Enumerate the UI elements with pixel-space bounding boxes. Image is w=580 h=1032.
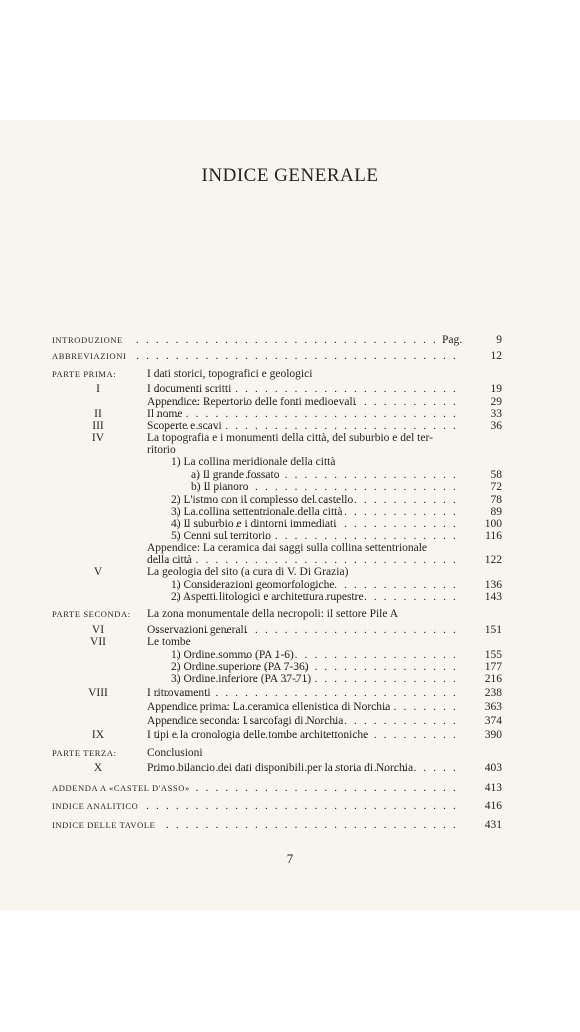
toc-entry-title: I ritrovamenti bbox=[147, 687, 211, 699]
toc-page-number: 416 bbox=[484, 800, 502, 812]
toc-page-number: 143 bbox=[484, 591, 502, 603]
toc-entry-title: Osservazioni generali bbox=[147, 624, 247, 636]
toc-entry-title: Conclusioni bbox=[147, 747, 203, 759]
toc-page-number: 72 bbox=[490, 481, 502, 493]
toc-page-number: 136 bbox=[484, 579, 502, 591]
toc-entry bbox=[0, 746, 580, 760]
toc-part-label: PARTE PRIMA: bbox=[52, 369, 117, 379]
toc-part-label: ADDENDA A «CASTEL D'ASSO» bbox=[52, 783, 190, 793]
toc-entry-title: Appendice: Repertorio delle fonti medioevali bbox=[147, 396, 356, 408]
page-title: INDICE GENERALE bbox=[201, 165, 379, 186]
toc-page-number: 29 bbox=[490, 396, 502, 408]
dot-leader bbox=[153, 728, 458, 742]
toc-entry bbox=[0, 728, 580, 742]
toc-entry-title: 3) La collina settentrionale della città bbox=[171, 506, 343, 518]
toc-entry-title: 2) Aspetti litologici e architettura rupestre bbox=[171, 591, 364, 603]
dot-leader bbox=[153, 714, 458, 728]
toc-chapter-number: X bbox=[93, 762, 103, 774]
toc-chapter-number: I bbox=[96, 383, 100, 395]
toc-entry bbox=[0, 455, 580, 469]
toc-page-number: 390 bbox=[484, 729, 502, 741]
dot-leader bbox=[153, 686, 458, 700]
toc-entry bbox=[0, 635, 580, 649]
toc-page-number: 374 bbox=[484, 715, 502, 727]
toc-entry bbox=[0, 686, 580, 700]
dot-leader bbox=[197, 480, 458, 494]
toc-entry bbox=[0, 590, 580, 604]
page-number: 7 bbox=[286, 851, 294, 866]
toc-page-number: 12 bbox=[490, 350, 502, 362]
toc-part-label: PARTE SECONDA: bbox=[52, 609, 131, 619]
dot-leader bbox=[144, 799, 458, 813]
toc-entry-title: 1) La collina meridionale della città bbox=[171, 456, 336, 468]
dot-leader bbox=[132, 349, 458, 363]
toc-entry bbox=[0, 333, 580, 347]
toc-part-label: INDICE DELLE TAVOLE bbox=[52, 820, 156, 830]
dot-leader bbox=[129, 333, 438, 347]
toc-entry-title: 2) L'istmo con il complesso del castello bbox=[171, 494, 354, 506]
toc-page-number: 363 bbox=[484, 701, 502, 713]
toc-part-label: PARTE TERZA: bbox=[52, 748, 117, 758]
dot-leader bbox=[161, 818, 458, 832]
toc-entry bbox=[0, 565, 580, 579]
toc-entry-title: b) Il pianoro bbox=[191, 481, 249, 493]
dot-leader bbox=[153, 382, 458, 396]
toc-chapter-number: IX bbox=[91, 729, 105, 741]
toc-entry bbox=[0, 818, 580, 832]
toc-entry bbox=[0, 367, 580, 381]
toc-entry bbox=[0, 349, 580, 363]
toc-entry-title: Appendice seconda: I sarcofagi di Norchia bbox=[147, 715, 344, 727]
dot-leader bbox=[177, 672, 458, 686]
toc-part-label: ABBREVIAZIONI bbox=[52, 351, 127, 361]
toc-entry-title: 1) Considerazioni geomorfologiche bbox=[171, 579, 335, 591]
toc-entry-title: ritorio bbox=[147, 444, 176, 456]
toc-entry bbox=[0, 607, 580, 621]
toc-entry-title: 5) Cenni sul territorio bbox=[171, 530, 271, 542]
toc-entry-title: Primo bilancio dei dati disponibili per la storia di Norchia bbox=[147, 762, 414, 774]
toc-chapter-number: III bbox=[92, 420, 104, 432]
toc-entry-title: Il nome bbox=[147, 408, 183, 420]
toc-entry bbox=[0, 799, 580, 813]
toc-entry-title: 1) Ordine sommo (PA 1-6) bbox=[171, 649, 294, 661]
toc-entry-title: I tipi e la cronologia delle tombe architettoniche bbox=[147, 729, 369, 741]
toc-entry bbox=[0, 700, 580, 714]
toc-entry-title: Appendice: La ceramica dai saggi sulla collina settentrionale bbox=[147, 542, 428, 554]
toc-entry-title: 3) Ordine inferiore (PA 37-71) bbox=[171, 673, 312, 685]
dot-leader bbox=[153, 700, 458, 714]
toc-entry-title: a) Il grande fossato bbox=[191, 469, 280, 481]
toc-entry-title: 4) Il suburbio e i dintorni immediati bbox=[171, 518, 337, 530]
toc-entry-title: della città bbox=[147, 554, 193, 566]
toc-entry bbox=[0, 714, 580, 728]
toc-entry bbox=[0, 480, 580, 494]
toc-entry bbox=[0, 672, 580, 686]
toc-page-number: 413 bbox=[484, 782, 502, 794]
toc-chapter-number: V bbox=[93, 566, 103, 578]
toc-page-number: 155 bbox=[484, 649, 502, 661]
toc-page-number: 151 bbox=[484, 624, 502, 636]
toc-entry-title: Appendice prima: La ceramica ellenistica di Norchia bbox=[147, 701, 391, 713]
toc-page-number: 122 bbox=[484, 554, 502, 566]
toc-page-number: 177 bbox=[484, 661, 502, 673]
toc-chapter-number: II bbox=[94, 408, 102, 420]
toc-page-number: 403 bbox=[484, 762, 502, 774]
toc-page-number: 238 bbox=[484, 687, 502, 699]
toc-entry-title: La geologia del sito (a cura di V. Di Grazia) bbox=[147, 566, 349, 578]
toc-entry-title: Scoperte e scavi bbox=[147, 420, 222, 432]
toc-chapter-number: IV bbox=[91, 432, 105, 444]
toc-entry-title: La topografia e i monumenti della città, del suburbio e del ter- bbox=[147, 432, 433, 444]
toc-part-label: INDICE ANALITICO bbox=[52, 801, 139, 811]
toc-chapter-number: VII bbox=[90, 636, 106, 648]
toc-entry-title: 2) Ordine superiore (PA 7-36) bbox=[171, 661, 309, 673]
toc-page-number: 100 bbox=[484, 518, 502, 530]
dot-leader bbox=[196, 781, 458, 795]
toc-page-number: 89 bbox=[490, 506, 502, 518]
toc-page-number: 58 bbox=[490, 469, 502, 481]
toc-page-number: 19 bbox=[490, 383, 502, 395]
toc-entry-title: Le tombe bbox=[147, 636, 191, 648]
toc-entry-title: I documenti scritti bbox=[147, 383, 232, 395]
toc-page-number: 36 bbox=[490, 420, 502, 432]
toc-page-number: 78 bbox=[490, 494, 502, 506]
toc-part-label: INTRODUZIONE bbox=[52, 335, 123, 345]
dot-leader bbox=[153, 761, 458, 775]
toc-entry bbox=[0, 781, 580, 795]
toc-page-number: 431 bbox=[484, 819, 502, 831]
toc-page-number: 216 bbox=[484, 673, 502, 685]
toc-page-number: 9 bbox=[496, 334, 502, 346]
toc-entry bbox=[0, 382, 580, 396]
toc-entry-title: La zona monumentale della necropoli: il settore Pile A bbox=[147, 608, 399, 620]
toc-chapter-number: VIII bbox=[88, 687, 108, 699]
toc-page-number: 116 bbox=[485, 530, 502, 542]
toc-entry-title: I dati storici, topografici e geologici bbox=[147, 368, 313, 380]
pag-label: Pag. bbox=[442, 334, 463, 346]
dot-leader bbox=[177, 590, 458, 604]
toc-chapter-number: VI bbox=[91, 624, 105, 636]
toc-entry bbox=[0, 761, 580, 775]
toc-page-number: 33 bbox=[490, 408, 502, 420]
